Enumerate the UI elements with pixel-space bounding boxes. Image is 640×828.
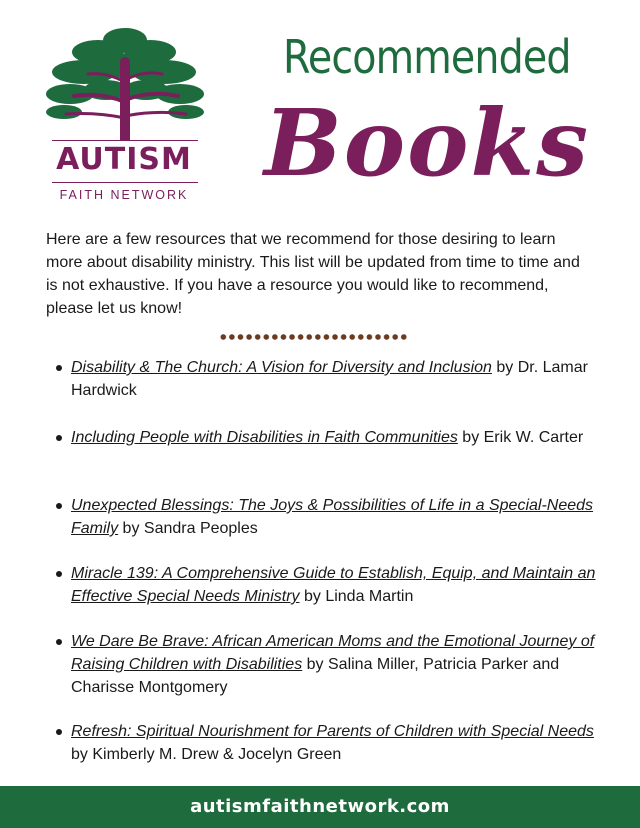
book-title-link[interactable]: Disability & The Church: A Vision for Diversity and Inclusion: [71, 359, 492, 376]
logo-subtitle: FAITH NETWORK: [59, 188, 189, 202]
book-author: by Kimberly M. Drew & Jocelyn Green: [71, 746, 342, 763]
list-item: [50, 356, 602, 402]
list-item: [50, 494, 602, 540]
website-link[interactable]: autismfaithnetwork.com: [190, 796, 450, 817]
logo-wordmark: AUTISM: [56, 142, 192, 177]
list-item: [50, 562, 602, 608]
page-title: Recommended: [283, 30, 571, 84]
book-title-link[interactable]: Including People with Disabilities in Faith Communities: [71, 429, 458, 446]
book-title-link[interactable]: Refresh: Spiritual Nourishment for Parents of Children with Special Needs: [71, 723, 594, 740]
list-item: [50, 426, 583, 449]
list-item: [50, 630, 602, 699]
list-item: [50, 720, 602, 766]
book-title-link[interactable]: Miracle 139: A Comprehensive Guide to Establish, Equip, and Maintain an Effective Special Needs Ministry: [71, 565, 596, 605]
intro-paragraph: Here are a few resources that we recommend for those desiring to learn more about disability ministry. This list will be updated from time to time and is not exhaustive. If you have a resource you would like to recommend, please let us know!: [46, 231, 580, 317]
book-title-link[interactable]: We Dare Be Brave: African American Moms and the Emotional Journey of Raising Children with Disabilities: [71, 633, 595, 673]
book-author: by Salina Miller, Patricia Parker and Charisse Montgomery: [71, 656, 560, 696]
book-author: by Dr. Lamar Hardwick: [71, 359, 588, 399]
logo-rule-bottom: [52, 182, 198, 183]
book-author: by Linda Martin: [299, 588, 414, 605]
book-author: by Sandra Peoples: [118, 520, 258, 537]
book-author: by Erik W. Carter: [457, 429, 584, 446]
footer-bar: [0, 786, 640, 828]
dotted-divider: [219, 334, 409, 340]
page-title-script: Books: [263, 89, 591, 197]
logo: [40, 22, 220, 202]
book-title-link[interactable]: Unexpected Blessings: The Joys & Possibilities of Life in a Special-Needs Family: [71, 497, 594, 537]
tree-icon: [46, 22, 204, 140]
logo-rule-top: [52, 140, 198, 141]
